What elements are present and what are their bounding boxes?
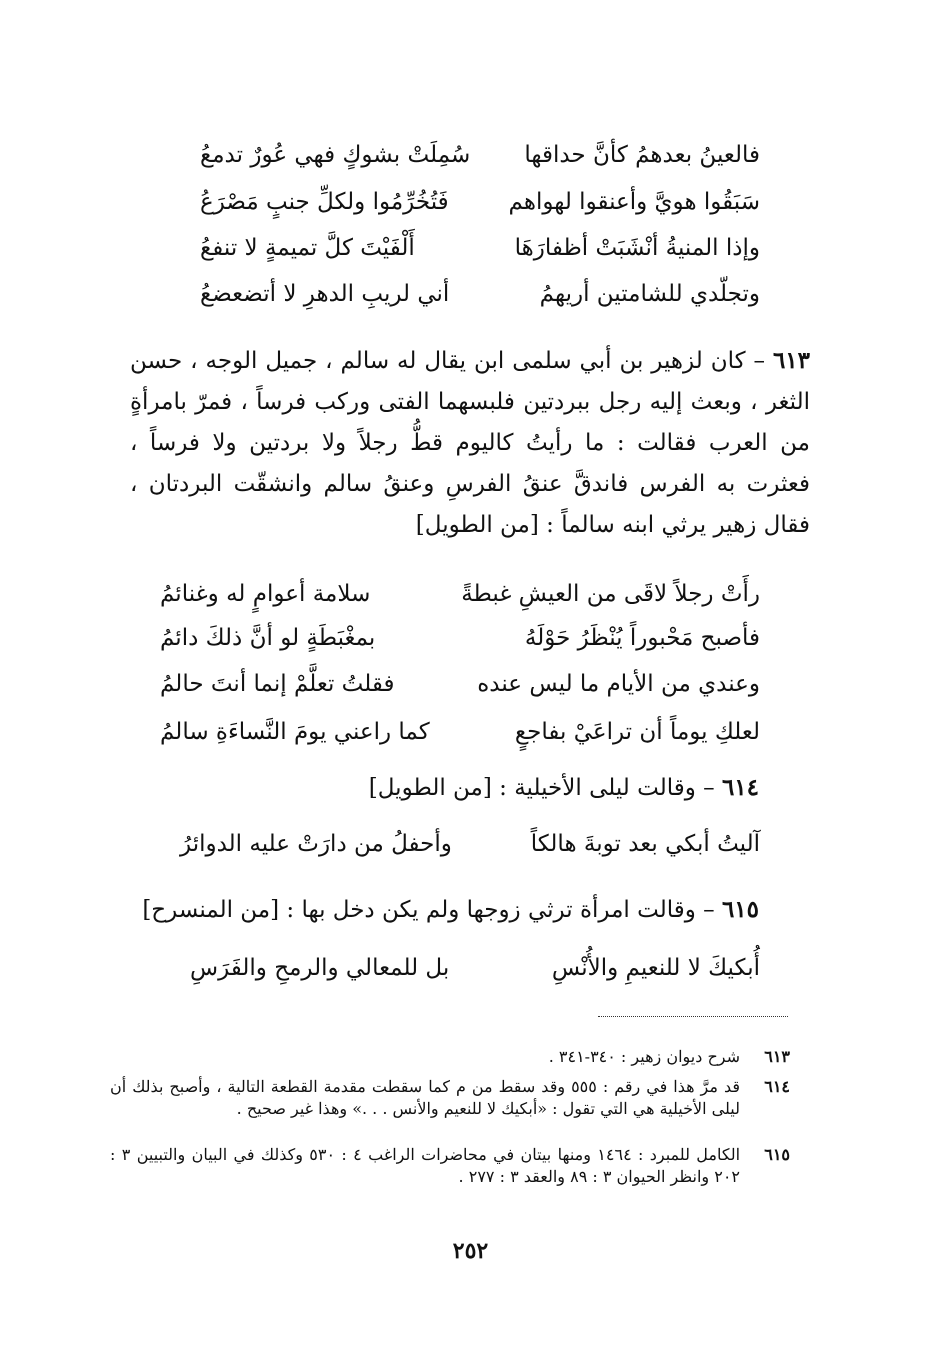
second-hemistich: كما راعني يومَ النَّساءَةِ سالمُ [160,719,430,745]
verse-line [160,574,760,614]
verse-line [200,274,760,314]
second-hemistich: بمغْبَطَةٍ لو أنَّ ذلكَ دائمُ [160,625,376,651]
first-hemistich: لعلكِ يوماً أن تراعَيْ بفاجعٍ [514,719,760,745]
paragraph-613 [130,340,810,546]
entry-number: ٦١٤ [721,774,759,801]
footnote-number: ٦١٥ [764,1145,790,1164]
page-number: ٢٥٢ [452,1238,489,1264]
verse-line [200,182,760,222]
first-hemistich: وإذا المنيةُ أنْشَبَتْ أظفارَهَا [514,235,760,261]
entry-614-heading [369,768,759,808]
poem-3-verse-line [180,824,760,864]
verse-line [200,135,760,175]
entry-number: ٦١٥ [721,896,759,923]
footnote-text: شرح ديوان زهير : ٣٤٠-٣٤١ . [548,1047,740,1066]
paragraph-text: – كان لزهير بن أبي سلمى ابن يقال له سالم ، جميل الوجه ، حسن الثغر ، وبعث إليه رجل ببردتين فلبسهما الفتى وركب فرساً ، فمرّ بامرأةٍ من العرب فقالت : ما رأيتُ كاليوم قطُّ رجلاً ولا بردتين ولا فرساً ، فعثرت به الفرس فاندقَّ عنقُ الفرسِ وعنقُ سالم وانشقّت البردتان ، فقال زهير يرثي ابنه سالماً : [من الطويل] [130,348,810,538]
verse-line [160,712,760,752]
footnote [110,1046,790,1068]
second-hemistich: أني لريبِ الدهرِ لا أتضعضعُ [200,281,450,307]
footnote-separator [598,1016,788,1017]
second-hemistich: فقلتُ تعلَّمْ إنما أنتَ حالمُ [160,671,395,697]
verse-line [200,228,760,268]
footnote-number: ٦١٣ [764,1047,790,1066]
first-hemistich: وتجلّدي للشامتين أريهمُ [539,281,760,307]
entry-heading-text: – وقالت امرأة ترثي زوجها ولم يكن دخل بها : [من المنسرح] [142,897,722,923]
entry-615-heading [142,890,759,930]
first-hemistich: فالعينُ بعدهمُ كأنَّ حداقها [524,142,760,168]
first-hemistich: آليتُ أبكي بعد توبةَ هالكاً [530,831,760,857]
footnote [110,1144,790,1188]
second-hemistich: وأحفلُ من دارَتْ عليه الدوائرُ [180,831,452,857]
first-hemistich: رأَتْ رجلاً لاقَى من العيشِ غبطةً [461,581,760,607]
second-hemistich: فَتُخُرِّمُوا ولكلِّ جنبٍ مَصْرَعُ [200,189,449,215]
second-hemistich: سلامة أعوامٍ له وغنائمُ [160,581,371,607]
second-hemistich: أَلْفَيْتَ كلَّ تميمةٍ لا تنفعُ [200,235,415,261]
first-hemistich: سَبَقُوا هويَّ وأعنقوا لهواهم [508,189,760,215]
first-hemistich: وعندي من الأيام ما ليس عنده [477,671,760,697]
footnote [110,1076,790,1120]
verse-line [160,618,760,658]
footnote-text: الكامل للمبرد : ١٤٦٤ ومنها بيتان في محاضرات الراغب ٤ : ٥٣٠ وكذلك في البيان والتبيين ٣ : ٢٠٢ وانظر الحيوان ٣ : ٨٩ والعقد ٣ : ٢٧٧ . [110,1145,741,1186]
first-hemistich: فأصبح مَحْبوراً يُنْظَرُ حَوْلَهُ [524,625,760,651]
first-hemistich: أُبكيكَ لا للنعيمِ والأُنْسِ [551,955,760,981]
footnote-number: ٦١٤ [764,1077,790,1096]
footnote-text: قد مرَّ هذا في رقم : ٥٥٥ وقد سقط من م كما سقطت مقدمة القطعة التالية ، وأصبح بذلك أن ليلى الأخيلية هي التي تقول : «أبكيك لا للنعيم والأنس . . .» وهذا غير صحيح . [110,1077,741,1118]
poem-4-verse-line [190,948,760,988]
verse-line [160,664,760,704]
second-hemistich: بل للمعالي والرمحِ والفَرَسِ [190,955,450,981]
entry-heading-text: – وقالت ليلى الأخيلية : [من الطويل] [368,775,722,801]
second-hemistich: سُمِلَتْ بشوكٍ فهي عُورٌ تدمعُ [200,142,471,168]
entry-number: ٦١٣ [772,347,810,374]
